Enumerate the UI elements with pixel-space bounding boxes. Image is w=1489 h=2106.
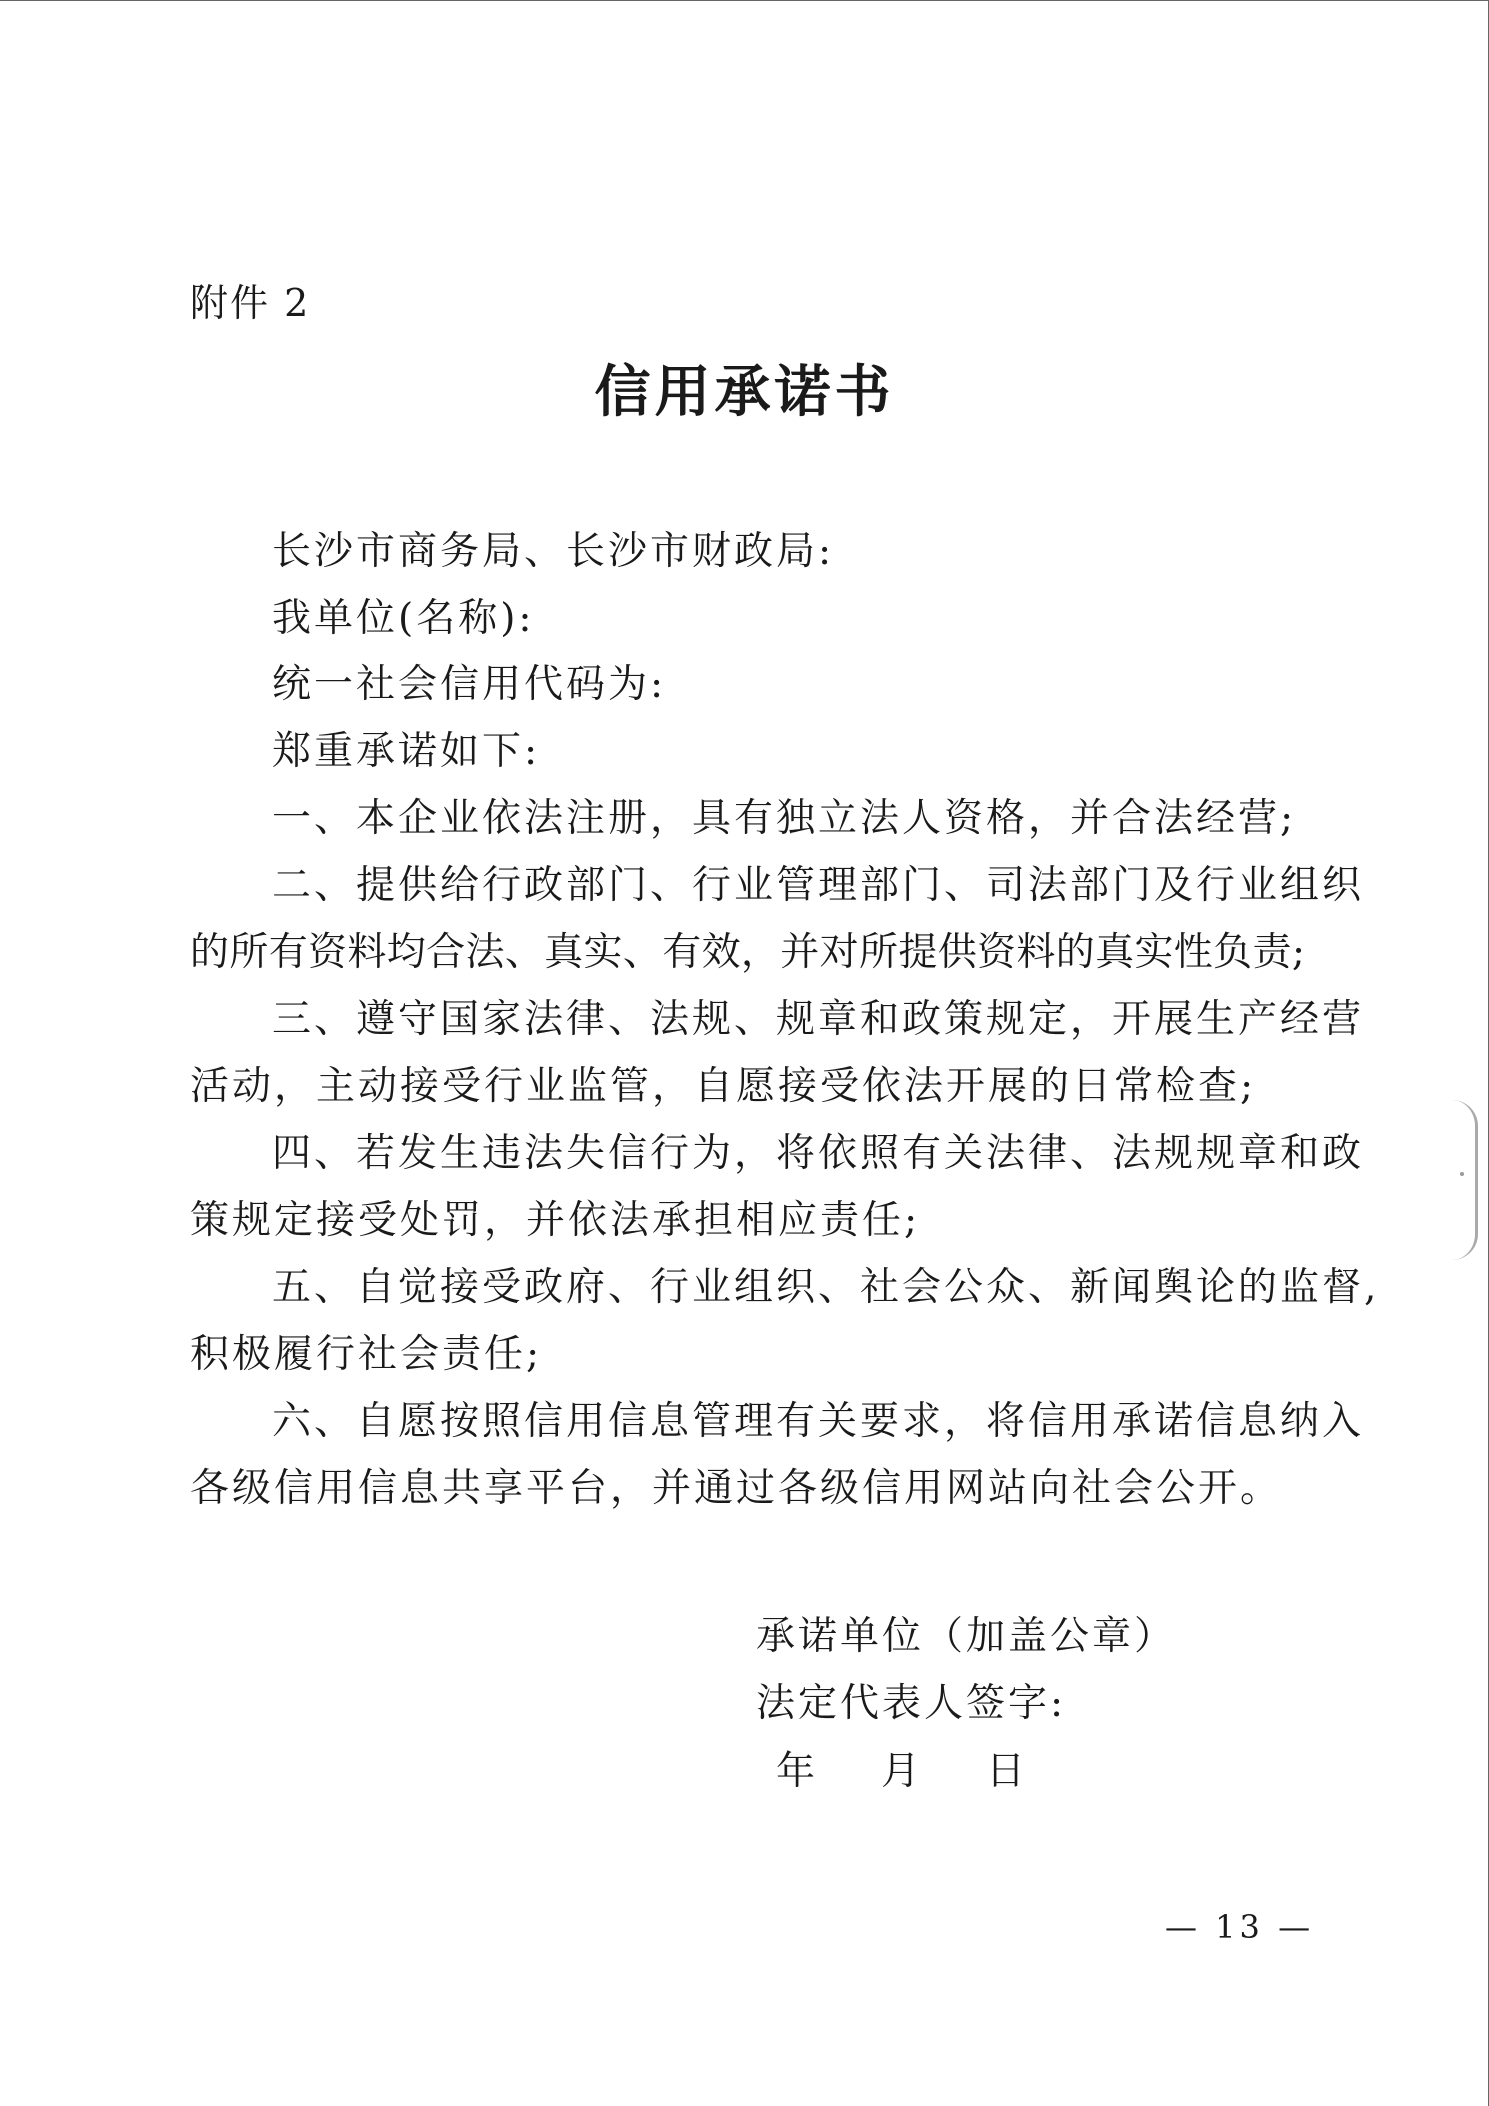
legal-representative-label: 法定代表人签字: [756, 1681, 1067, 1726]
punch-dot-mark [1460, 1172, 1464, 1176]
pledge-intro: 郑重承诺如下: [272, 729, 541, 774]
credit-code-label: 统一社会信用代码为: [272, 662, 667, 707]
pledge-item-one: 一、本企业依法注册，具有独立法人资格，并合法经营; [272, 796, 1297, 841]
date-line [776, 1740, 1025, 1796]
pledge-item-six-line1: 六、自愿按照信用信息管理有关要求，将信用承诺信息纳入 [272, 1399, 1365, 1444]
document-title: 信用承诺书 [594, 359, 895, 425]
day-label: 日 [986, 1749, 1026, 1794]
pledge-item-two-line2: 的所有资料均合法、真实、有效，并对所提供资料的真实性负责; [190, 930, 1305, 975]
punch-hole-mark [1452, 1100, 1478, 1260]
pledge-item-four-line1: 四、若发生违法失信行为，将依照有关法律、法规规章和政 [272, 1131, 1365, 1176]
pledge-item-two-line1: 二、提供给行政部门、行业管理部门、司法部门及行业组织 [272, 863, 1365, 908]
pledge-item-three-line1: 三、遵守国家法律、法规、规章和政策规定，开展生产经营 [272, 997, 1365, 1042]
committing-unit-label: 承诺单位（加盖公章） [756, 1614, 1177, 1659]
pledge-item-five-line1: 五、自觉接受政府、行业组织、社会公众、新闻舆论的监督, [272, 1265, 1380, 1310]
pledge-item-six-line2: 各级信用信息共享平台，并通过各级信用网站向社会公开。 [190, 1466, 1283, 1511]
month-label: 月 [881, 1749, 921, 1794]
pledge-item-five-line2: 积极履行社会责任; [190, 1332, 543, 1377]
page-number: — 13 — [1165, 1908, 1315, 1946]
pledge-item-three-line2: 活动，主动接受行业监管，自愿接受依法开展的日常检查; [190, 1064, 1257, 1109]
year-label: 年 [776, 1749, 816, 1794]
unit-name-label: 我单位(名称): [272, 596, 535, 641]
pledge-item-four-line2: 策规定接受处罚，并依法承担相应责任; [190, 1198, 921, 1243]
addressee-line: 长沙市商务局、长沙市财政局: [272, 529, 835, 574]
attachment-label: 附件 2 [190, 281, 311, 325]
